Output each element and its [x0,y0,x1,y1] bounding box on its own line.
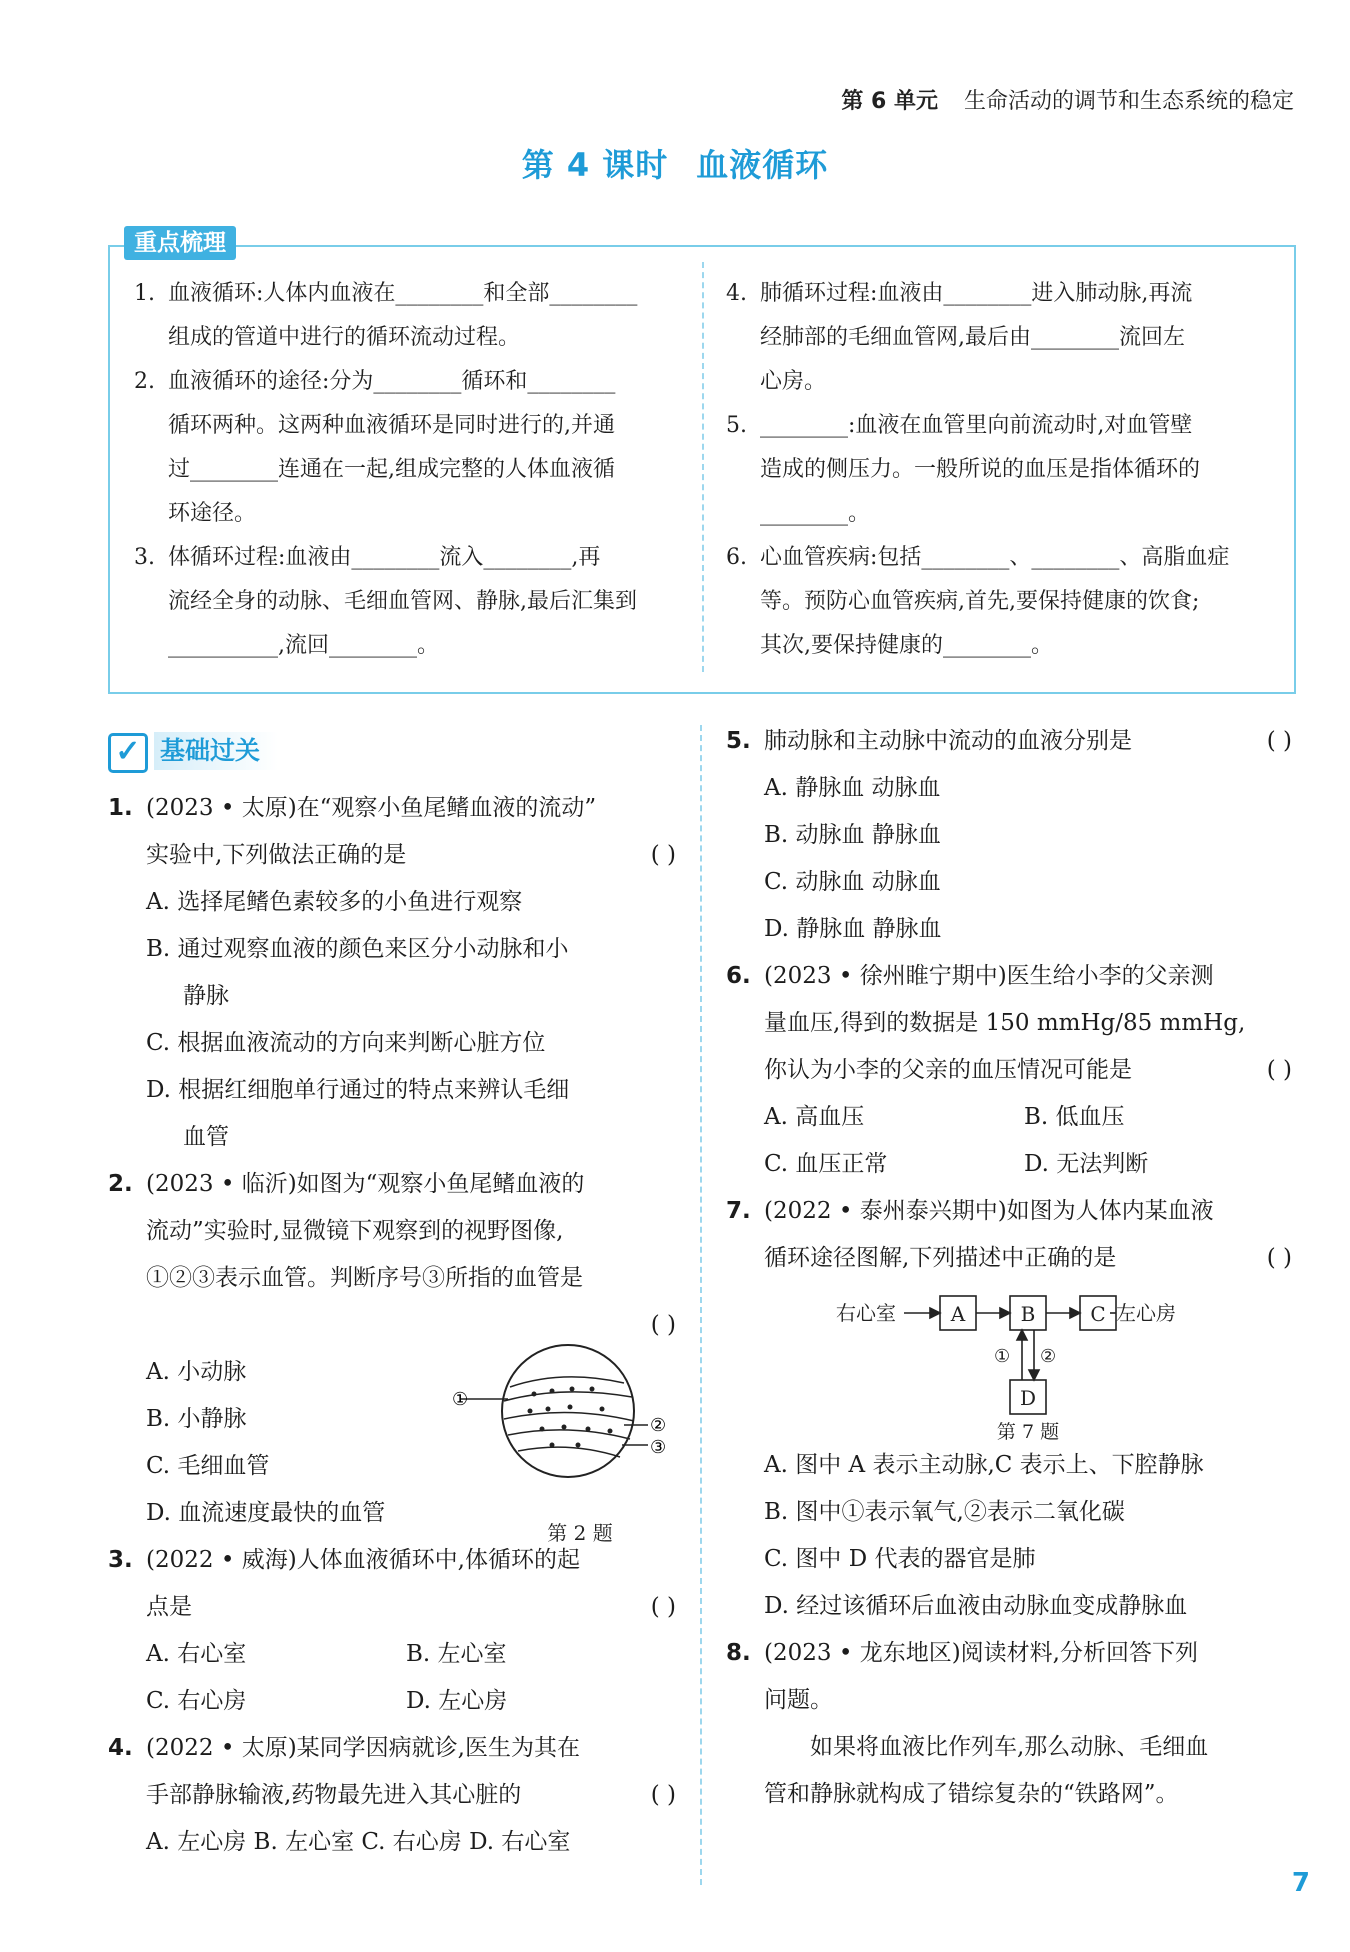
option[interactable]: A. 静脉血 动脉血 [764,775,941,801]
option-continuation: 静脉 [183,983,229,1009]
review-item-number: 2. [134,369,155,394]
review-item [134,272,678,360]
option[interactable]: D. 根据红细胞单行通过的特点来辨认毛细 [146,1077,570,1103]
figure-label: ② [650,1415,667,1436]
checkbox-icon: ✓ [108,733,148,773]
question-7 [726,1188,1292,1630]
circulation-flow-diagram [726,1282,1292,1442]
lesson-number: 第 4 课时 [521,146,669,184]
question-number: 6. [726,963,751,989]
stem-line: 流动”实验时,显微镜下观察到的视野图像, [146,1218,564,1244]
diagram-start-label: 右心室 [836,1301,896,1325]
review-item-line: 经肺部的毛细血管网,最后由________流回左 [760,325,1185,350]
review-item-line: 心房。 [760,369,827,394]
review-item-line: 心血管疾病:包括________、________、高脂血症 [760,545,1230,570]
lesson-name: 血液循环 [696,146,829,184]
stem-line: (2023 • 太原)在“观察小鱼尾鳍血液的流动” [146,795,597,821]
answer-paren[interactable]: ( ) [650,1312,676,1338]
option[interactable]: C. 动脉血 动脉血 [764,869,941,895]
box-label: A [950,1302,966,1326]
question-5 [726,718,1292,953]
review-item-line: 组成的管道中进行的循环流动过程。 [168,325,521,350]
arrow-label: ① [994,1346,1011,1367]
review-item [134,360,678,536]
answer-paren[interactable]: ( ) [1266,1245,1292,1271]
option[interactable]: B. 左心室 [406,1641,507,1667]
figure-circulation-diagram [726,1282,1292,1442]
option[interactable]: B. 小静脉 [146,1406,247,1432]
review-column-right [726,272,1272,668]
reading-passage [726,1724,1292,1818]
question-8 [726,1630,1292,1818]
review-item-line: 血液循环的途径:分为________循环和________ [168,369,616,394]
review-divider [702,262,704,672]
review-item-number: 1. [134,281,155,306]
figure-label: ③ [650,1437,667,1458]
option[interactable]: B. 低血压 [1024,1104,1125,1130]
question-stem [108,1725,676,1819]
option[interactable]: B. 通过观察血液的颜色来区分小动脉和小 [146,936,569,962]
stem-line: 循环途径图解,下列描述中正确的是 [764,1245,1117,1271]
stem-line: (2022 • 威海)人体血液循环中,体循环的起 [146,1547,580,1573]
question-stem [726,1188,1292,1282]
option[interactable]: A. 小动脉 [146,1359,247,1385]
stem-line: ①②③表示血管。判断序号③所指的血管是 [146,1265,583,1291]
question-number: 7. [726,1198,751,1224]
stem-line: (2023 • 徐州睢宁期中)医生给小李的父亲测 [764,963,1214,989]
review-item-line: 体循环过程:血液由________流入________,再 [168,545,601,570]
question-1 [108,785,676,1161]
figure-label: ① [452,1389,469,1410]
option[interactable]: C. 血压正常 [764,1151,888,1177]
question-number: 4. [108,1735,133,1761]
review-item-line: 其次,要保持健康的________。 [760,633,1053,658]
figure-microscope-view [452,1339,678,1545]
option[interactable]: C. 根据血液流动的方向来判断心脏方位 [146,1030,546,1056]
option[interactable]: C. 右心房 [146,1688,247,1714]
review-item-line: ________。 [760,501,871,526]
answer-paren[interactable]: ( ) [650,842,676,868]
review-item [726,272,1272,404]
option[interactable]: D. 血流速度最快的血管 [146,1500,386,1526]
question-stem [108,1161,676,1349]
review-item-line: 流经全身的动脉、毛细血管网、静脉,最后汇集到 [168,589,637,614]
answer-paren[interactable]: ( ) [650,1594,676,1620]
stem-line: 实验中,下列做法正确的是 [146,842,407,868]
box-label: B [1020,1302,1036,1326]
question-number: 8. [726,1640,751,1666]
diagram-end-label: 左心房 [1116,1301,1176,1325]
figure-caption: 第 7 题 [996,1421,1060,1442]
option[interactable]: A. 左心房 B. 左心室 C. 右心房 D. 右心室 [146,1829,571,1855]
stem-line: (2022 • 太原)某同学因病就诊,医生为其在 [146,1735,580,1761]
box-label: D [1019,1386,1037,1410]
review-item-line: 环途径。 [168,501,257,526]
question-number: 2. [108,1171,133,1197]
option[interactable]: D. 左心房 [406,1688,508,1714]
question-stem [108,1537,676,1631]
questions-left [108,785,676,1866]
stem-line: (2022 • 泰州泰兴期中)如图为人体内某血液 [764,1198,1214,1224]
review-item-line: 过________连通在一起,组成完整的人体血液循 [168,457,615,482]
review-item-line: 等。预防心血管疾病,首先,要保持健康的饮食; [760,589,1200,614]
review-column-left [134,272,678,668]
option[interactable]: C. 图中 D 代表的器官是肺 [764,1546,1036,1572]
question-3 [108,1537,676,1725]
page-number: 7 [1291,1868,1310,1898]
unit-title: 生命活动的调节和生态系统的稳定 [963,89,1294,114]
stem-line: 手部静脉输液,药物最先进入其心脏的 [146,1782,522,1808]
answer-paren[interactable]: ( ) [1266,728,1292,754]
review-item [726,536,1272,668]
review-item-line: ________:血液在血管里向前流动时,对血管壁 [760,413,1193,438]
question-number: 3. [108,1547,133,1573]
arrow-label: ② [1040,1346,1057,1367]
question-number: 5. [726,728,751,754]
passage-line: 管和静脉就构成了错综复杂的“铁路网”。 [764,1781,1179,1807]
option[interactable]: A. 图中 A 表示主动脉,C 表示上、下腔静脉 [764,1452,1204,1478]
option[interactable]: D. 经过该循环后血液由动脉血变成静脉血 [764,1593,1188,1619]
answer-paren[interactable]: ( ) [1266,1057,1292,1083]
lesson-title [0,140,1350,186]
unit-header [841,84,1294,115]
stem-line: 问题。 [764,1687,833,1713]
questions-right [726,718,1292,1818]
question-6 [726,953,1292,1188]
passage-line: 如果将血液比作列车,那么动脉、毛细血 [810,1734,1209,1760]
question-2 [108,1161,676,1545]
stem-line: 量血压,得到的数据是 150 mmHg/85 mmHg, [764,1010,1246,1036]
option-continuation: 血管 [183,1124,229,1150]
section-title: 基础过关 [154,732,278,770]
stem-line: 肺动脉和主动脉中流动的血液分别是 [764,728,1132,754]
question-number: 1. [108,795,133,821]
stem-line: 你认为小李的父亲的血压情况可能是 [764,1057,1132,1083]
option[interactable]: B. 动脉血 静脉血 [764,822,941,848]
review-item-number: 5. [726,413,747,438]
review-item-number: 3. [134,545,155,570]
question-stem [108,785,676,879]
section-badge [108,730,298,774]
question-4 [108,1725,676,1866]
stem-line: 点是 [146,1594,192,1620]
stem-line: (2023 • 龙东地区)阅读材料,分析回答下列 [764,1640,1198,1666]
column-divider [700,725,702,1885]
option[interactable]: B. 图中①表示氧气,②表示二氧化碳 [764,1499,1125,1525]
microscope-field-diagram [452,1339,678,1489]
review-item-line: 造成的侧压力。一般所说的血压是指体循环的 [760,457,1201,482]
question-stem [726,1630,1292,1724]
option[interactable]: D. 静脉血 静脉血 [764,916,942,942]
box-label: C [1090,1302,1106,1326]
review-item-line: __________,流回________。 [168,633,439,658]
review-item [726,404,1272,536]
review-item-line: 循环两种。这两种血液循环是同时进行的,并通 [168,413,615,438]
review-item-number: 6. [726,545,747,570]
option[interactable]: D. 无法判断 [1024,1151,1149,1177]
option[interactable]: A. 选择尾鳍色素较多的小鱼进行观察 [146,889,523,915]
option[interactable]: C. 毛细血管 [146,1453,270,1479]
stem-line: (2023 • 临沂)如图为“观察小鱼尾鳍血液的 [146,1171,585,1197]
review-item-line: 血液循环:人体内血液在________和全部________ [168,281,638,306]
review-item [134,536,678,668]
unit-label: 第 6 单元 [841,89,938,114]
option[interactable]: A. 高血压 [764,1104,865,1130]
review-tag: 重点梳理 [124,226,236,260]
review-item-number: 4. [726,281,747,306]
figure-caption: 第 2 题 [547,1521,613,1545]
question-stem [726,953,1292,1094]
option[interactable]: A. 右心室 [146,1641,247,1667]
answer-paren[interactable]: ( ) [650,1782,676,1808]
review-item-line: 肺循环过程:血液由________进入肺动脉,再流 [760,281,1193,306]
